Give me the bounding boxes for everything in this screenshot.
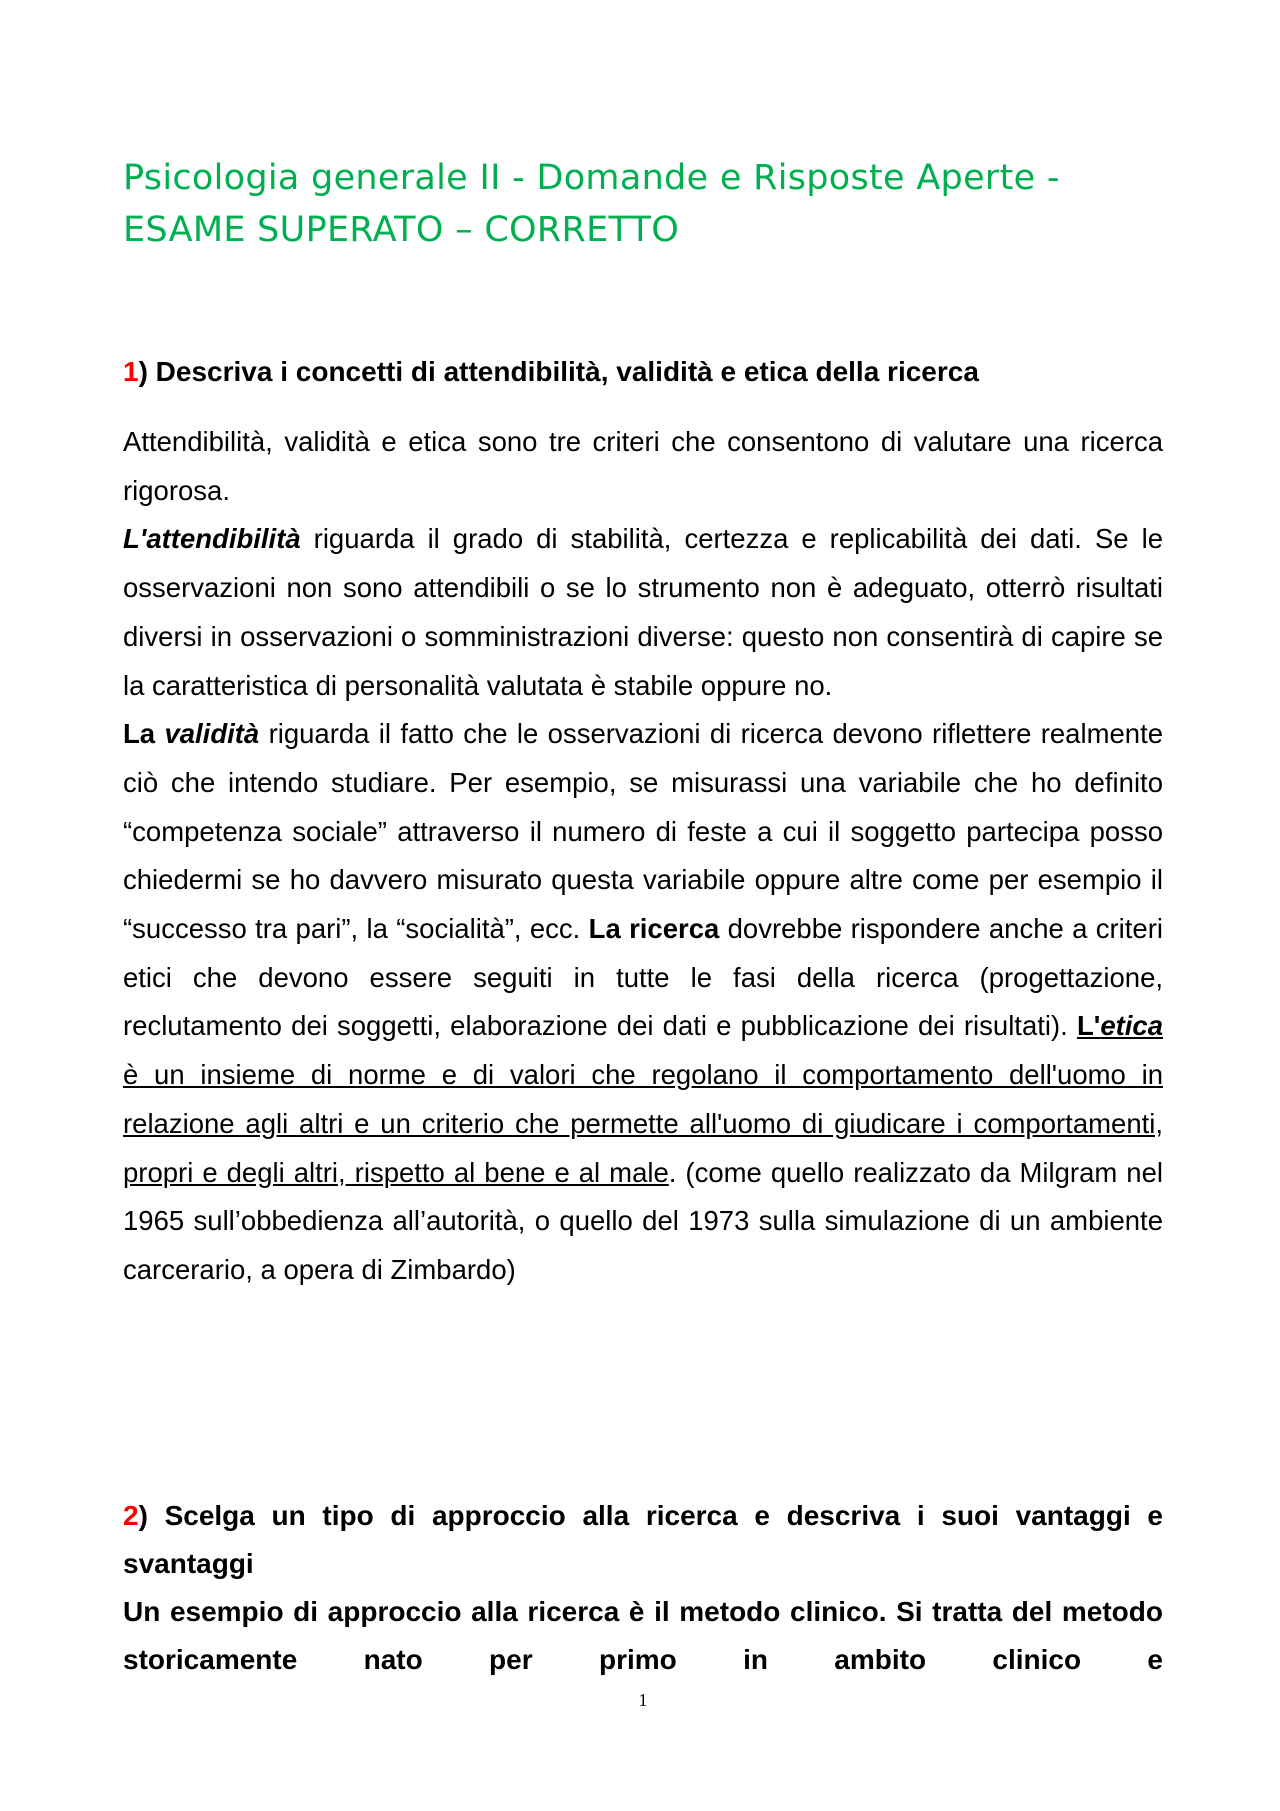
attendibilita-term: L'attendibilità bbox=[123, 523, 301, 555]
answer-1-attendibilita-paragraph bbox=[123, 515, 1163, 710]
etica-term: etica bbox=[1100, 1010, 1163, 1042]
attendibilita-text: riguarda il grado di stabilità, certezza e replicabilità dei dati. Se le osservazioni non sono attendibili o se lo strumento non è adeguato, otterrò risultati diversi in osservazioni o somministrazioni diverse: questo non consentirà di capire se la caratteristica di personalità valutata è stabile oppure no. bbox=[123, 523, 1163, 701]
validita-term: validità bbox=[164, 718, 260, 750]
validita-text: riguarda il fatto che le osservazioni di ricerca devono riflettere realmente ciò che intendo studiare. Per esempio, se misurassi una variabile che ho definito “competenza sociale” attraverso il numero di feste a cui il soggetto partecipa posso chiedermi se ho davvero misurato questa variabile oppure altre come per esempio il “successo tra pari”, la “socialità”, ecc. bbox=[123, 718, 1164, 945]
answer-1-validita-paragraph bbox=[123, 710, 1163, 1294]
ricerca-text: dovrebbe rispondere anche a criteri etici che devono essere seguiti in tutte le fasi della ricerca (progettazione, reclutamento dei soggetti, elaborazione dei dati e pubblicazione dei risultati). bbox=[123, 913, 1163, 1042]
document-page bbox=[123, 0, 1163, 1811]
question-1-heading bbox=[123, 352, 1163, 392]
question-2-section bbox=[123, 1492, 1163, 1684]
question-1-text: ) Descriva i concetti di attendibilità, validità e etica della ricerca bbox=[138, 356, 979, 387]
question-2-heading bbox=[123, 1492, 1163, 1588]
answer-1-intro: Attendibilità, validità e etica sono tre criteri che consentono di valutare una ricerca rigorosa. bbox=[123, 426, 1163, 506]
question-1-number: 1 bbox=[123, 356, 139, 387]
title-line-1: Psicologia generale II - Domande e Risposte Aperte - bbox=[123, 158, 1060, 198]
answer-1-closing: . (come quello realizzato da Milgram nel 1965 sull’obbedienza all’autorità, o quello del 1973 sulla simulazione di un ambiente carcerario, a opera di Zimbardo) bbox=[123, 1156, 1163, 1285]
validita-prefix: La bbox=[123, 718, 165, 750]
answer-1 bbox=[123, 418, 1163, 1295]
etica-prefix: L' bbox=[1076, 1010, 1101, 1042]
title-line-2: ESAME SUPERATO – CORRETTO bbox=[123, 210, 680, 250]
etica-text: è un insieme di norme e di valori che regolano il comportamento dell'uomo in relazione agli altri e un criterio che permette all'uomo di giudicare i comportamenti, propri e degli altri, rispetto al bene e al male bbox=[123, 1059, 1163, 1188]
ricerca-term: La ricerca bbox=[588, 913, 720, 945]
question-2-number: 2 bbox=[123, 1500, 139, 1531]
page-number: 1 bbox=[638, 1690, 648, 1710]
document-title bbox=[123, 152, 1163, 256]
question-2-text: ) Scelga un tipo di approccio alla ricerca e descriva i suoi vantaggi e svantaggi bbox=[123, 1500, 1163, 1579]
answer-2-start: Un esempio di approccio alla ricerca è il metodo clinico. Si tratta del metodo storicamente nato per primo in ambito clinico e bbox=[123, 1596, 1163, 1675]
